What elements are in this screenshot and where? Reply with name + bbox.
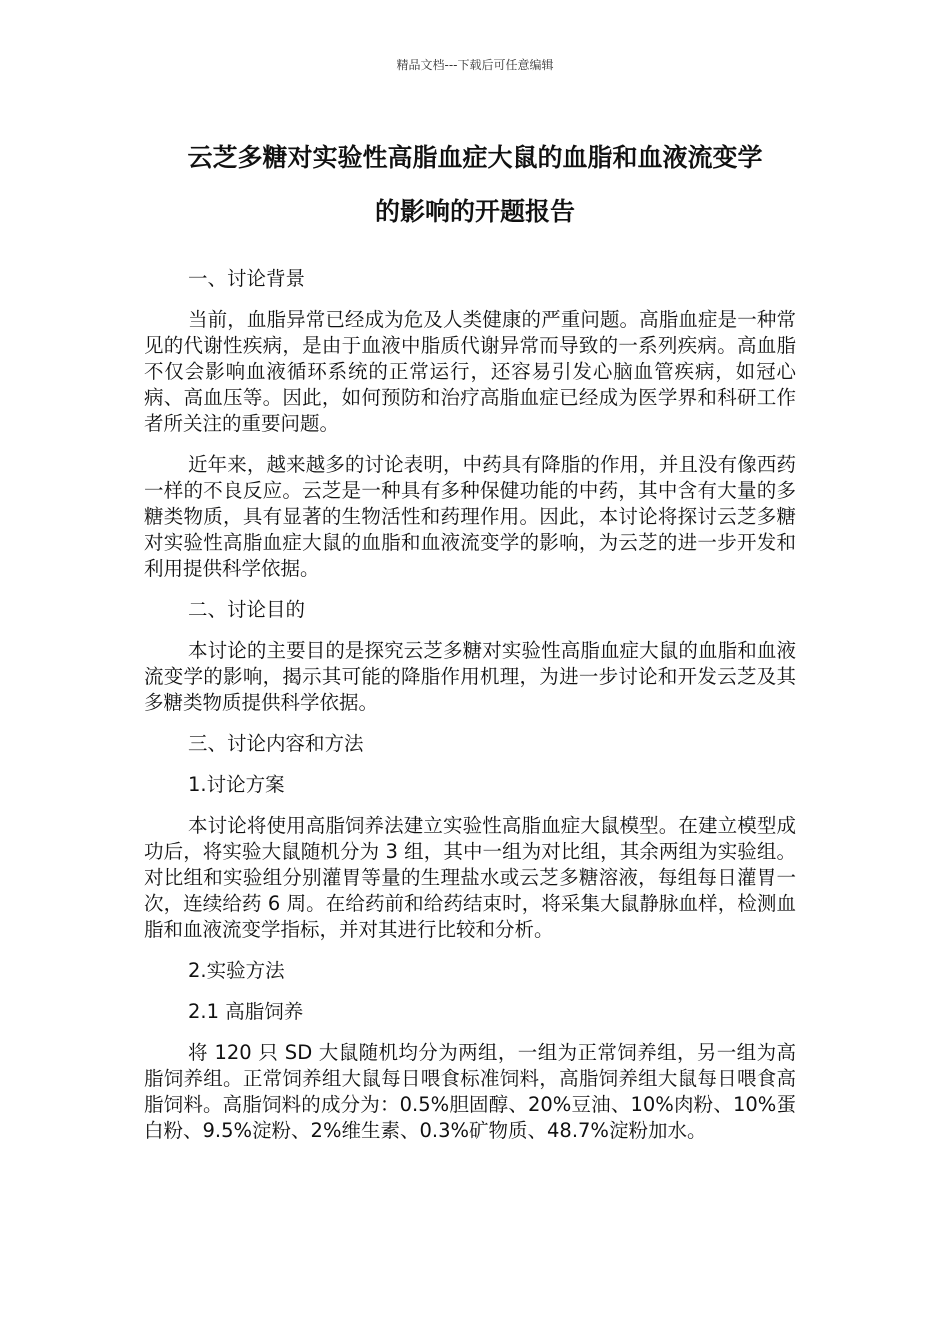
paragraph-purpose: 本讨论的主要目的是探究云芝多糖对实验性高脂血症大鼠的血脂和血液流变学的影响，揭示其可能的降脂作用机理，为进一步讨论和开发云芝及其多糖类物质提供科学依据。 [144,639,796,714]
document-body [144,266,796,1159]
header-note: 精品文档---下载后可任意编辑 [396,58,554,72]
section-heading-content-methods: 三、讨论内容和方法 [188,732,364,755]
paragraph-background-1: 当前，血脂异常已经成为危及人类健康的严重问题。高脂血症是一种常见的代谢性疾病，是由于血液中脂质代谢异常而导致的一系列疾病。高血脂不仅会影响血液循环系统的正常运行，还容易引发心脑血管疾病，如冠心病、高血压等。因此，如何预防和治疗高脂血症已经成为医学界和科研工作者所关注的重要问题。 [144,308,796,435]
subheading-methods: 2.实验方法 [188,959,285,982]
document-title-line-1: 云芝多糖对实验性高脂血症大鼠的血脂和血液流变学 [187,143,763,172]
section-heading-purpose: 二、讨论目的 [188,598,306,621]
paragraph-background-2: 近年来，越来越多的讨论表明，中药具有降脂的作用，并且没有像西药一样的不良反应。云芝是一种具有多种保健功能的中药，其中含有大量的多糖类物质，具有显著的生物活性和药理作用。因此，本讨论将探讨云芝多糖对实验性高脂血症大鼠的血脂和血液流变学的影响，为云芝的进一步开发和利用提供科学依据。 [144,453,796,580]
section-heading-background: 一、讨论背景 [188,267,306,290]
paragraph-high-fat-feeding: 将 120 只 SD 大鼠随机均分为两组，一组为正常饲养组，另一组为高脂饲养组。正常饲养组大鼠每日喂食标准饲料，高脂饲养组大鼠每日喂食高脂饲料。高脂饲料的成分为：0.5%胆固醇、20%豆油、10%肉粉、10%蛋白粉、9.5%淀粉、2%维生素、0.3%矿物质、48.7%淀粉加水。 [144,1041,796,1142]
document-title-line-2: 的影响的开题报告 [374,197,575,226]
subheading-high-fat-feeding: 2.1 高脂饲养 [188,1000,304,1023]
subheading-plan: 1.讨论方案 [188,773,285,796]
paragraph-plan: 本讨论将使用高脂饲养法建立实验性高脂血症大鼠模型。在建立模型成功后，将实验大鼠随机分为 3 组，其中一组为对比组，其余两组为实验组。对比组和实验组分别灌胃等量的生理盐水或云芝多糖溶液，每组每日灌胃一次，连续给药 6 周。在给药前和给药结束时，将采集大鼠静脉血样，检测血脂和血液流变学指标，并对其进行比较和分析。 [144,814,796,941]
